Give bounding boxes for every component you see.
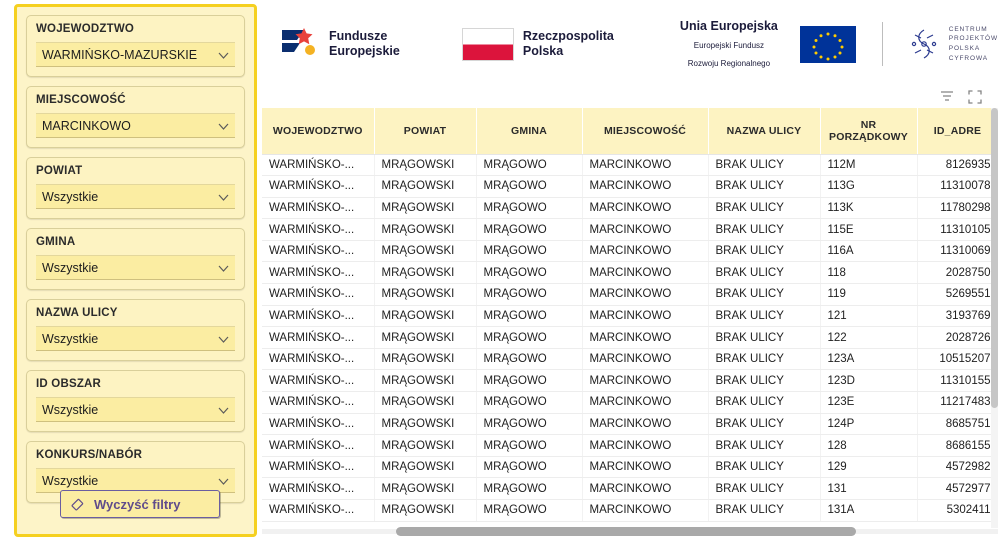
- table-row[interactable]: [262, 392, 998, 414]
- table-cell: WARMIŃSKO-...: [262, 197, 374, 219]
- table-cell: 115E: [820, 219, 917, 241]
- table-cell: WARMIŃSKO-...: [262, 305, 374, 327]
- table-cell: 11310078: [917, 176, 998, 198]
- filter-label: NAZWA ULICY: [36, 307, 118, 319]
- filter-card: [26, 15, 245, 77]
- table-cell: MRĄGOWO: [476, 284, 582, 306]
- table-cell: 4572977: [917, 478, 998, 500]
- table-cell: MARCINKOWO: [582, 327, 708, 349]
- table-cell: MRĄGOWSKI: [374, 500, 476, 522]
- table-cell: MARCINKOWO: [582, 413, 708, 435]
- table-cell: MRĄGOWO: [476, 262, 582, 284]
- table-cell: MRĄGOWSKI: [374, 197, 476, 219]
- table-cell: MRĄGOWO: [476, 370, 582, 392]
- table-cell: MRĄGOWSKI: [374, 456, 476, 478]
- table-cell: 11310069: [917, 240, 998, 262]
- filter-dropdown[interactable]: [36, 113, 235, 138]
- table-cell: MRĄGOWSKI: [374, 240, 476, 262]
- table-cell: MARCINKOWO: [582, 392, 708, 414]
- table-cell: 5269551: [917, 284, 998, 306]
- clear-filters-label: Wyczyść filtry: [94, 496, 181, 512]
- filter-selected-value: Wszystkie: [42, 260, 99, 275]
- vertical-scrollbar[interactable]: [991, 108, 998, 528]
- funds-logo-text: Fundusze Europejskie: [329, 28, 400, 58]
- table-cell: WARMIŃSKO-...: [262, 370, 374, 392]
- table-cell: 116A: [820, 240, 917, 262]
- table-cell: 11780298: [917, 197, 998, 219]
- table-cell: MARCINKOWO: [582, 262, 708, 284]
- table-cell: 113G: [820, 176, 917, 198]
- column-header-powiat[interactable]: POWIAT: [374, 108, 476, 154]
- table-cell: WARMIŃSKO-...: [262, 348, 374, 370]
- table-cell: 112M: [820, 154, 917, 176]
- page-bottom-edge: [0, 537, 998, 545]
- table-cell: MARCINKOWO: [582, 240, 708, 262]
- table-row[interactable]: [262, 435, 998, 457]
- table-cell: MRĄGOWO: [476, 197, 582, 219]
- horizontal-scrollbar-thumb[interactable]: [396, 527, 856, 536]
- table-cell: 131: [820, 478, 917, 500]
- table-cell: BRAK ULICY: [708, 370, 820, 392]
- table-cell: 8126935: [917, 154, 998, 176]
- filter-dropdown[interactable]: [36, 184, 235, 209]
- table-cell: 2028750: [917, 262, 998, 284]
- table-cell: MRĄGOWSKI: [374, 327, 476, 349]
- table-cell: 128: [820, 435, 917, 457]
- table-row[interactable]: [262, 305, 998, 327]
- table-cell: WARMIŃSKO-...: [262, 154, 374, 176]
- filter-card: [26, 86, 245, 148]
- table-cell: 11217483: [917, 392, 998, 414]
- table-cell: BRAK ULICY: [708, 240, 820, 262]
- table-cell: WARMIŃSKO-...: [262, 478, 374, 500]
- column-header-nazwa-ulicy[interactable]: NAZWA ULICY: [708, 108, 820, 154]
- chevron-down-icon[interactable]: [218, 265, 229, 272]
- filter-dropdown[interactable]: [36, 42, 235, 67]
- table-cell: BRAK ULICY: [708, 478, 820, 500]
- logo-unia-europejska: [668, 17, 856, 71]
- filter-label: KONKURS/NABÓR: [36, 449, 143, 461]
- filter-selected-value: Wszystkie: [42, 473, 99, 488]
- table-cell: MARCINKOWO: [582, 370, 708, 392]
- table-cell: BRAK ULICY: [708, 284, 820, 306]
- address-table: [262, 108, 998, 522]
- chevron-down-icon[interactable]: [218, 336, 229, 343]
- funds-star-icon: [280, 24, 320, 64]
- table-cell: MARCINKOWO: [582, 348, 708, 370]
- table-cell: MARCINKOWO: [582, 435, 708, 457]
- table-head: [262, 108, 998, 154]
- table-cell: MRĄGOWO: [476, 154, 582, 176]
- table-cell: BRAK ULICY: [708, 392, 820, 414]
- filter-list: [26, 15, 245, 503]
- table-cell: WARMIŃSKO-...: [262, 262, 374, 284]
- table-row[interactable]: [262, 413, 998, 435]
- table-cell: 131A: [820, 500, 917, 522]
- table-cell: BRAK ULICY: [708, 262, 820, 284]
- chevron-down-icon[interactable]: [218, 52, 229, 59]
- filter-selected-value: MARCINKOWO: [42, 118, 131, 133]
- column-header-id-adre[interactable]: ID_ADRE: [917, 108, 998, 154]
- chevron-down-icon[interactable]: [218, 478, 229, 485]
- chevron-down-icon[interactable]: [218, 123, 229, 130]
- table-cell: 10515207: [917, 348, 998, 370]
- filter-dropdown[interactable]: [36, 255, 235, 280]
- table-row[interactable]: [262, 348, 998, 370]
- content-area: [262, 0, 998, 545]
- table-cell: BRAK ULICY: [708, 327, 820, 349]
- column-header-gmina[interactable]: GMINA: [476, 108, 582, 154]
- filter-dropdown[interactable]: [36, 397, 235, 422]
- table-row[interactable]: [262, 500, 998, 522]
- table-cell: MRĄGOWSKI: [374, 348, 476, 370]
- table-cell: WARMIŃSKO-...: [262, 456, 374, 478]
- filter-card: [26, 228, 245, 290]
- table-cell: MARCINKOWO: [582, 154, 708, 176]
- table-cell: MRĄGOWSKI: [374, 284, 476, 306]
- table-cell: MRĄGOWSKI: [374, 154, 476, 176]
- table-cell: WARMIŃSKO-...: [262, 392, 374, 414]
- table-cell: 3193769: [917, 305, 998, 327]
- logo-fundusze-europejskie: [280, 24, 400, 64]
- table-cell: MRĄGOWO: [476, 456, 582, 478]
- table-cell: MRĄGOWSKI: [374, 370, 476, 392]
- table-cell: WARMIŃSKO-...: [262, 240, 374, 262]
- table-cell: WARMIŃSKO-...: [262, 413, 374, 435]
- table-cell: MRĄGOWO: [476, 176, 582, 198]
- column-header-miejscowosc[interactable]: MIEJSCOWOŚĆ: [582, 108, 708, 154]
- logo-divider: [882, 22, 883, 66]
- table-cell: BRAK ULICY: [708, 500, 820, 522]
- table-cell: WARMIŃSKO-...: [262, 435, 374, 457]
- table-cell: BRAK ULICY: [708, 456, 820, 478]
- table-cell: 11310155: [917, 370, 998, 392]
- table-cell: 124P: [820, 413, 917, 435]
- table-cell: BRAK ULICY: [708, 413, 820, 435]
- chevron-down-icon[interactable]: [218, 407, 229, 414]
- table-row[interactable]: [262, 456, 998, 478]
- table-cell: MRĄGOWO: [476, 348, 582, 370]
- chevron-down-icon[interactable]: [218, 194, 229, 201]
- table-cell: WARMIŃSKO-...: [262, 500, 374, 522]
- table-row[interactable]: [262, 370, 998, 392]
- table-cell: 113K: [820, 197, 917, 219]
- table-cell: 123A: [820, 348, 917, 370]
- table-cell: MARCINKOWO: [582, 500, 708, 522]
- table-cell: BRAK ULICY: [708, 435, 820, 457]
- eu-subtitle: Europejski Fundusz Rozwoju Regionalnego: [687, 41, 771, 68]
- table-row[interactable]: [262, 478, 998, 500]
- table-cell: MRĄGOWSKI: [374, 413, 476, 435]
- table-cell: MARCINKOWO: [582, 219, 708, 241]
- table-cell: BRAK ULICY: [708, 348, 820, 370]
- table-cell: MARCINKOWO: [582, 197, 708, 219]
- vertical-scrollbar-thumb[interactable]: [991, 108, 998, 408]
- table-cell: WARMIŃSKO-...: [262, 327, 374, 349]
- table-cell: BRAK ULICY: [708, 176, 820, 198]
- focus-mode-icon[interactable]: [968, 90, 982, 104]
- table-cell: MRĄGOWSKI: [374, 219, 476, 241]
- table-cell: 8685751: [917, 413, 998, 435]
- filter-label: POWIAT: [36, 165, 83, 177]
- table-cell: 2028726: [917, 327, 998, 349]
- table-cell: WARMIŃSKO-...: [262, 219, 374, 241]
- filter-icon[interactable]: [940, 90, 954, 104]
- eu-flag-icon: [800, 26, 856, 63]
- table-row[interactable]: [262, 327, 998, 349]
- filter-label: MIEJSCOWOŚĆ: [36, 94, 126, 106]
- table-cell: MRĄGOWO: [476, 305, 582, 327]
- table-cell: MRĄGOWO: [476, 240, 582, 262]
- table-cell: MRĄGOWSKI: [374, 435, 476, 457]
- eu-logo-text: [668, 17, 790, 71]
- table-cell: MRĄGOWO: [476, 500, 582, 522]
- cppc-logo-text: CENTRUM PROJEKTÓW POLSKA CYFROWA: [948, 25, 998, 62]
- filter-label: WOJEWODZTWO: [36, 23, 135, 35]
- table-row[interactable]: [262, 176, 998, 198]
- filter-panel: [14, 4, 257, 537]
- cppc-emblem-icon: [907, 27, 941, 61]
- table-cell: MRĄGOWO: [476, 435, 582, 457]
- table-cell: BRAK ULICY: [708, 197, 820, 219]
- filter-selected-value: Wszystkie: [42, 402, 99, 417]
- table-cell: MRĄGOWSKI: [374, 262, 476, 284]
- table-cell: BRAK ULICY: [708, 219, 820, 241]
- table-cell: 121: [820, 305, 917, 327]
- table-header-row: [262, 108, 998, 154]
- table-cell: 5302411: [917, 500, 998, 522]
- table-cell: BRAK ULICY: [708, 305, 820, 327]
- filter-label: GMINA: [36, 236, 76, 248]
- horizontal-scrollbar[interactable]: [262, 526, 998, 537]
- filter-selected-value: Wszystkie: [42, 189, 99, 204]
- table-cell: 123D: [820, 370, 917, 392]
- table-cell: 118: [820, 262, 917, 284]
- table-cell: WARMIŃSKO-...: [262, 176, 374, 198]
- filter-selected-value: WARMIŃSKO-MAZURSKIE: [42, 47, 198, 62]
- table-body: [262, 154, 998, 521]
- table-row[interactable]: [262, 262, 998, 284]
- filter-selected-value: Wszystkie: [42, 331, 99, 346]
- polish-flag-icon: [462, 28, 514, 61]
- table-cell: WARMIŃSKO-...: [262, 284, 374, 306]
- logo-cppc: [907, 25, 998, 64]
- table-cell: MRĄGOWSKI: [374, 478, 476, 500]
- table-row[interactable]: [262, 197, 998, 219]
- clear-filters-button[interactable]: [60, 490, 220, 518]
- eraser-icon: [70, 496, 87, 513]
- table-row[interactable]: [262, 240, 998, 262]
- table-row[interactable]: [262, 219, 998, 241]
- filter-card: [26, 299, 245, 361]
- table-cell: BRAK ULICY: [708, 154, 820, 176]
- eu-title: Unia Europejska: [679, 19, 778, 33]
- table-cell: 11310105: [917, 219, 998, 241]
- table-cell: 4572982: [917, 456, 998, 478]
- filter-card: [26, 157, 245, 219]
- table-cell: MARCINKOWO: [582, 456, 708, 478]
- column-header-wojewodztwo[interactable]: WOJEWODZTWO: [262, 108, 374, 154]
- republic-logo-text: Rzeczpospolita Polska: [522, 28, 614, 58]
- logo-bar: [262, 0, 998, 88]
- table-row[interactable]: [262, 154, 998, 176]
- table-toolbar: [940, 90, 982, 104]
- table-cell: MRĄGOWSKI: [374, 392, 476, 414]
- table-cell: 129: [820, 456, 917, 478]
- logo-rzeczpospolita-polska: [462, 28, 614, 61]
- table-cell: MRĄGOWO: [476, 327, 582, 349]
- table-cell: MARCINKOWO: [582, 176, 708, 198]
- data-table-container[interactable]: [262, 108, 998, 528]
- table-cell: 123E: [820, 392, 917, 414]
- table-cell: MRĄGOWSKI: [374, 176, 476, 198]
- table-cell: MRĄGOWO: [476, 392, 582, 414]
- table-cell: 122: [820, 327, 917, 349]
- table-cell: MARCINKOWO: [582, 284, 708, 306]
- filter-label: ID OBSZAR: [36, 378, 102, 390]
- column-header-nr-porzadkowy[interactable]: NR PORZĄDKOWY: [820, 108, 917, 154]
- table-cell: MARCINKOWO: [582, 478, 708, 500]
- table-cell: 119: [820, 284, 917, 306]
- table-cell: MARCINKOWO: [582, 305, 708, 327]
- table-cell: MRĄGOWO: [476, 478, 582, 500]
- table-cell: MRĄGOWO: [476, 413, 582, 435]
- table-cell: MRĄGOWO: [476, 219, 582, 241]
- filter-card: [26, 370, 245, 432]
- table-cell: MRĄGOWSKI: [374, 305, 476, 327]
- table-cell: 8686155: [917, 435, 998, 457]
- table-row[interactable]: [262, 284, 998, 306]
- filter-dropdown[interactable]: [36, 326, 235, 351]
